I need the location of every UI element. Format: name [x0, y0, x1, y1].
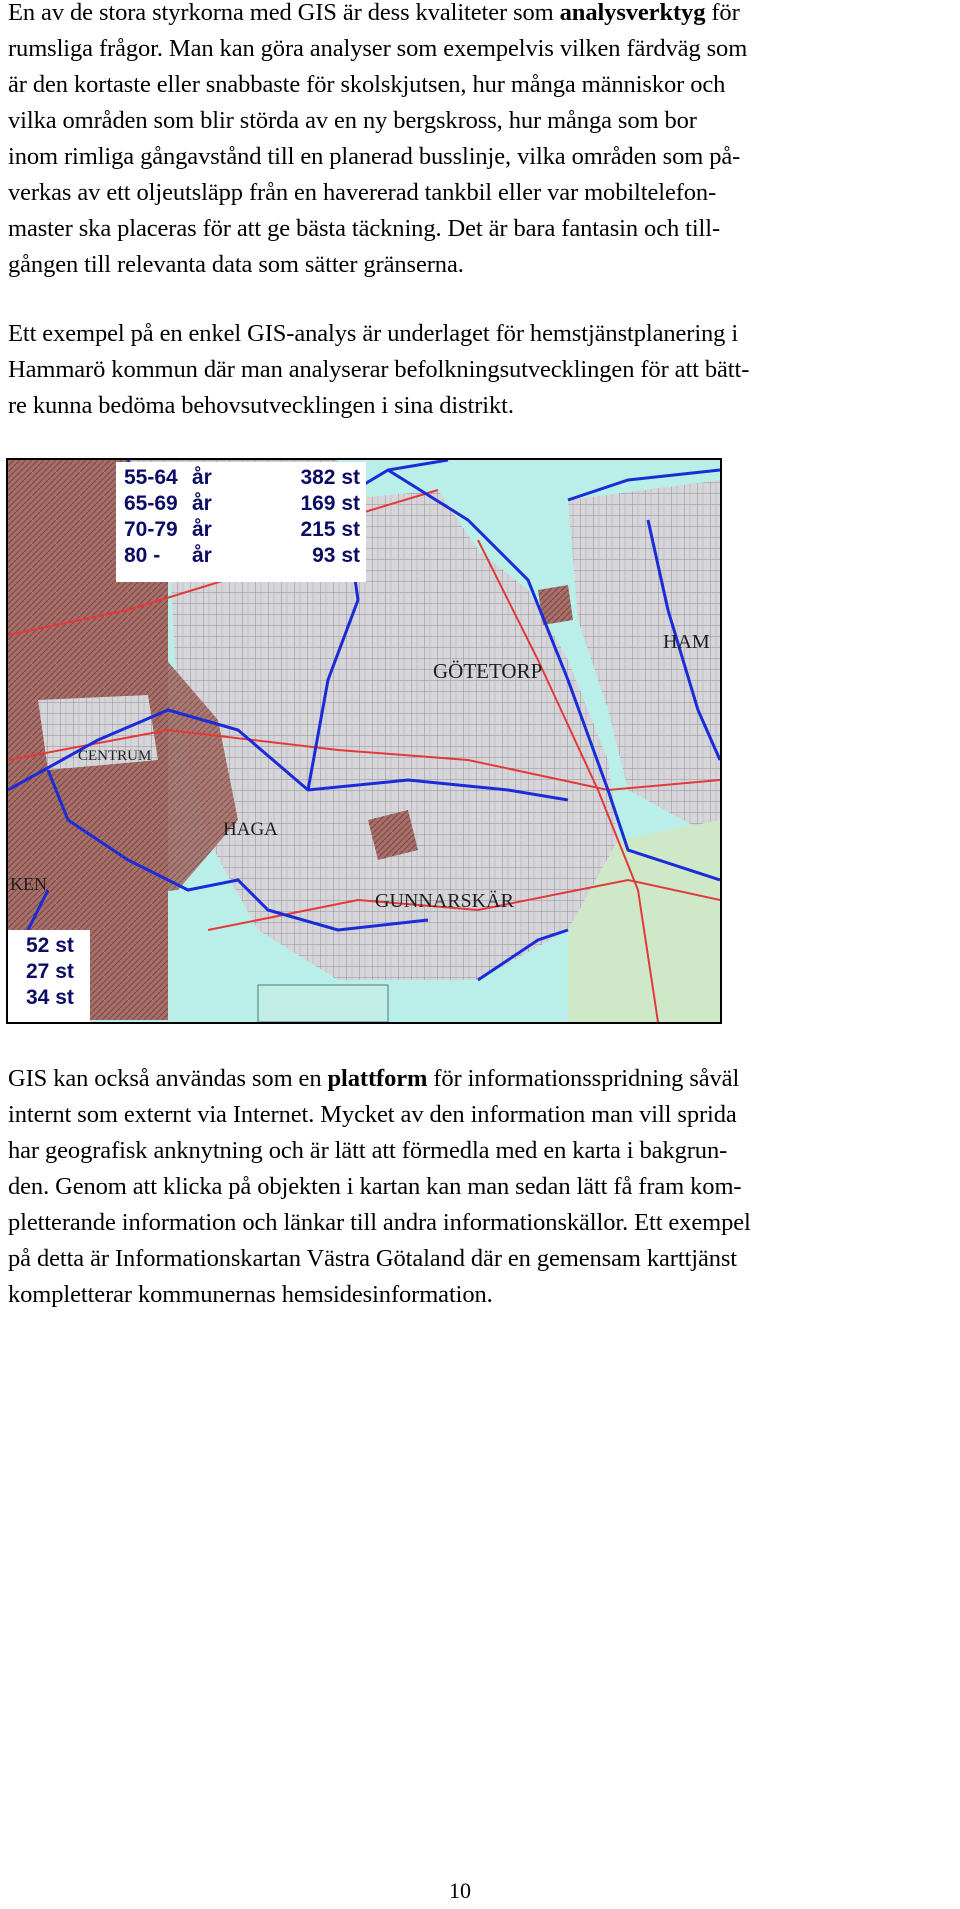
legend-unit: år: [192, 518, 212, 541]
paragraph-hammaro-example: [8, 316, 956, 424]
page-number: 10: [449, 1878, 471, 1903]
text-line: En av de stora styrkorna med GIS är dess kvaliteter som analysverktyg för: [8, 0, 740, 26]
text-line: inom rimliga gångavstånd till en planerad busslinje, vilka områden som på-: [8, 143, 741, 170]
legend-unit: år: [192, 544, 212, 567]
legend-age: 55-64: [124, 466, 178, 489]
legend-count: 34 st: [26, 986, 74, 1009]
place-label-gotetorp: GÖTETORP: [433, 659, 543, 683]
place-label-gunnarskar: GUNNARSKÄR: [375, 890, 514, 912]
text-line: på detta är Informationskartan Västra Götaland där en gemensam karttjänst: [8, 1245, 738, 1272]
place-label-ham: HAM: [663, 631, 710, 653]
text-line: har geografisk anknytning och är lätt att förmedla med en karta i bakgrun-: [8, 1137, 728, 1164]
text-line: internt som externt via Internet. Mycket av den information man vill sprida: [8, 1101, 737, 1128]
text-line: Ett exempel på en enkel GIS-analys är underlaget för hemstjänstplanering i: [8, 320, 739, 347]
legend-count: 52 st: [26, 934, 74, 957]
legend-age: 80 -: [124, 544, 161, 567]
place-label-ken: KEN: [10, 874, 47, 894]
legend-unit: år: [192, 492, 212, 515]
legend-unit: år: [192, 466, 212, 489]
text-line: är den kortaste eller snabbaste för skolskjutsen, hur många människor och: [8, 71, 726, 98]
bold-term-plattform: plattform: [327, 1065, 428, 1092]
text-line: kompletterar kommunernas hemsidesinformation.: [8, 1281, 493, 1308]
text-line: pletterande information och länkar till andra informationskällor. Ett exempel: [8, 1209, 751, 1236]
text-line: Hammarö kommun där man analyserar befolkningsutvecklingen för att bätt-: [8, 356, 750, 383]
legend-age: 65-69: [124, 492, 178, 515]
legend-count: 93 st: [312, 544, 360, 567]
paragraph-platform: [8, 1061, 956, 1313]
text-line: den. Genom att klicka på objekten i kartan kan man sedan lätt få fram kom-: [8, 1173, 742, 1200]
pier-area: [258, 985, 388, 1022]
gis-map-figure: [6, 458, 722, 1024]
text-line: re kunna bedöma behovsutvecklingen i sina distrikt.: [8, 392, 514, 419]
text-line: vilka områden som blir störda av en ny bergskross, hur många som bor: [8, 107, 697, 134]
legend-count: 382 st: [300, 466, 360, 489]
text-line: rumsliga frågor. Man kan göra analyser som exempelvis vilken färdväg som: [8, 35, 748, 62]
text-line: master ska placeras för att ge bästa täckning. Det är bara fantasin och till-: [8, 215, 721, 242]
legend-age: 70-79: [124, 518, 178, 541]
text-line: verkas av ett oljeutsläpp från en havererad tankbil eller var mobiltelefon-: [8, 179, 717, 206]
text-line: gången till relevanta data som sätter gränserna.: [8, 251, 464, 278]
legend-count: 169 st: [300, 492, 360, 515]
bold-term-analysverktyg: analysverktyg: [559, 0, 706, 26]
place-label-centrum: CENTRUM: [78, 748, 152, 764]
map-svg: [8, 460, 720, 1022]
text-line: GIS kan också användas som en plattform för informationsspridning såväl: [8, 1065, 740, 1092]
legend-count: 215 st: [300, 518, 360, 541]
paragraph-analysis-tool: [8, 0, 956, 283]
legend-count: 27 st: [26, 960, 74, 983]
place-label-haga: HAGA: [223, 819, 278, 840]
legend-bottom: [26, 934, 74, 1009]
